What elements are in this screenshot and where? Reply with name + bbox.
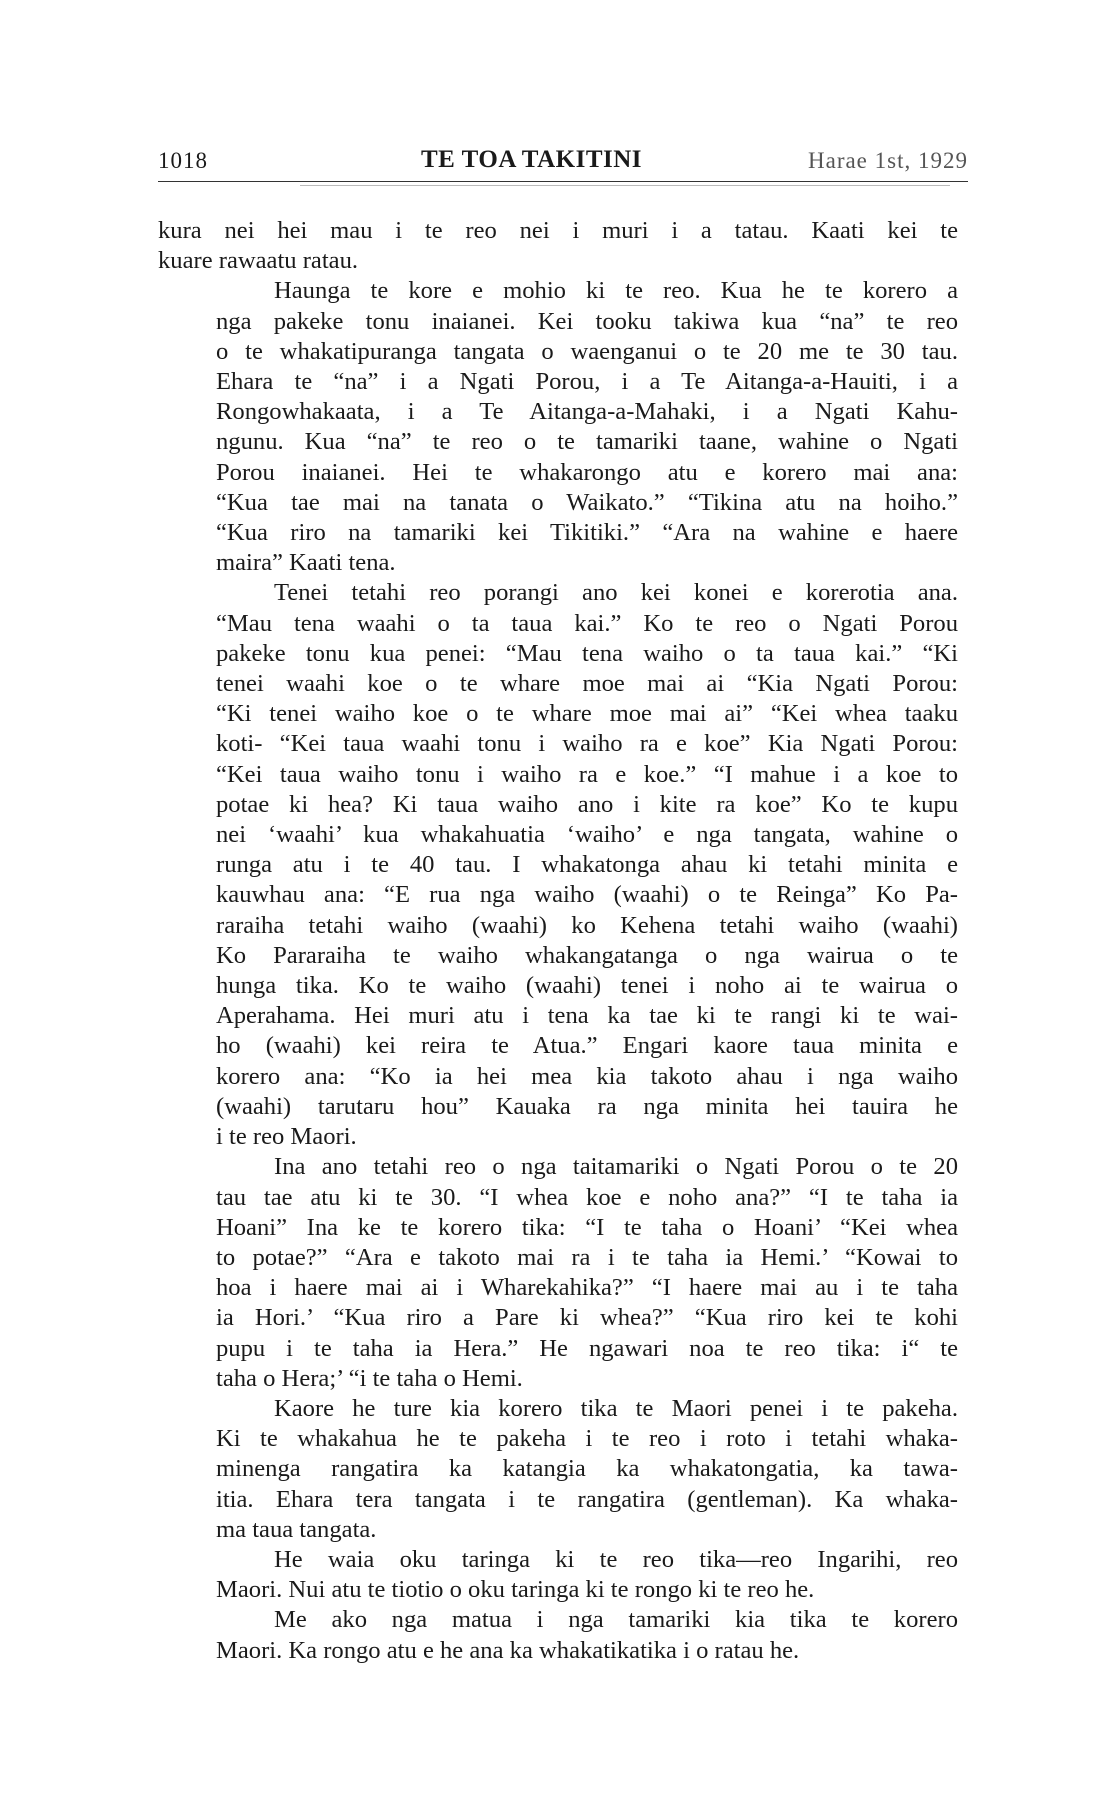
text-line: Rongowhakaata, i a Te Aitanga-a-Mahaki, i a Ngati Kahu-	[216, 398, 958, 426]
text-line: tenei waahi koe o te whare moe mai ai “Kia Ngati Porou:	[216, 670, 958, 698]
text-line: Hoani” Ina ke te korero tika: “I te taha o Hoani’ “Kei whea	[216, 1213, 958, 1241]
text-line: pupu i te taha ia Hera.” He ngawari noa te reo tika: i“ te	[216, 1334, 958, 1362]
text-line: Ko Pararaiha te waiho whakangatanga o nga wairua o te	[216, 941, 958, 969]
text-line: ia Hori.’ “Kua riro a Pare ki whea?” “Kua riro kei te kohi	[216, 1304, 958, 1332]
paragraph	[158, 1545, 958, 1605]
text-line: “Ki tenei waiho koe o te whare moe mai ai” “Kei whea taaku	[216, 700, 958, 728]
text-line: “Kua riro na tamariki kei Tikitiki.” “Ara na wahine e haere	[216, 519, 958, 547]
text-line: Maori. Nui atu te tiotio o oku taringa ki te rongo ki te reo he.	[216, 1576, 815, 1604]
text-line: ma taua tangata.	[216, 1515, 377, 1543]
text-line: to potae?” “Ara e takoto mai ra i te taha ia Hemi.’ “Kowai to	[216, 1243, 958, 1271]
text-line: hunga tika. Ko te waiho (waahi) tenei i noho ai te wairua o	[216, 972, 958, 1000]
text-line: ngunu. Kua “na” te reo o te tamariki taane, wahine o Ngati	[216, 428, 958, 456]
text-line: Maori. Ka rongo atu e he ana ka whakatikatika i o ratau he.	[216, 1636, 800, 1664]
paragraph	[158, 1152, 958, 1394]
text-line: kura nei hei mau i te reo nei i muri i a tatau. Kaati kei te	[158, 217, 958, 244]
page-header	[158, 148, 978, 180]
text-line: nga pakeke tonu inaianei. Kei tooku takiwa kua “na” te reo	[216, 307, 958, 335]
text-line: “Kua tae mai na tanata o Waikato.” “Tikina atu na hoiho.”	[216, 488, 958, 516]
text-line: koti- “Kei taua waahi tonu i waiho ra e koe” Kia Ngati Porou:	[216, 730, 958, 758]
header-rule-secondary	[300, 185, 950, 186]
text-line: pakeke tonu kua penei: “Mau tena waiho o ta taua kai.” “Ki	[216, 639, 958, 667]
text-line: Me ako nga matua i nga tamariki kia tika te korero	[274, 1606, 958, 1634]
text-line: Ehara te “na” i a Ngati Porou, i a Te Aitanga-a-Hauiti, i a	[216, 368, 958, 396]
text-line: o te whakatipuranga tangata o waenganui o te 20 me te 30 tau.	[216, 337, 958, 365]
page-number: 1018	[158, 148, 208, 173]
text-line: hoa i haere mai ai i Wharekahika?” “I haere mai au i te taha	[216, 1274, 958, 1302]
text-line: korero ana: “Ko ia hei mea kia takoto ahau i nga waiho	[216, 1062, 958, 1090]
text-line: maira” Kaati tena.	[216, 549, 396, 577]
header-rule	[158, 181, 968, 182]
text-line: Kaore he ture kia korero tika te Maori penei i te pakeha.	[274, 1394, 958, 1422]
text-line: kauwhau ana: “E rua nga waiho (waahi) o te Reinga” Ko Pa-	[216, 881, 958, 909]
running-title: TE TOA TAKITINI	[421, 146, 643, 173]
text-line: “Kei taua waiho tonu i waiho ra e koe.” “I mahue i a koe to	[216, 760, 958, 788]
text-line: kuare rawaatu ratau.	[158, 247, 359, 275]
text-line: Aperahama. Hei muri atu i tena ka tae ki te rangi ki te wai-	[216, 1002, 958, 1030]
paragraph	[158, 1605, 958, 1665]
text-line: “Mau tena waahi o ta taua kai.” Ko te reo o Ngati Porou	[216, 609, 958, 637]
paragraph	[158, 578, 958, 1152]
text-line: Ina ano tetahi reo o nga taitamariki o Ngati Porou o te 20	[274, 1153, 958, 1181]
article-body	[158, 216, 958, 1666]
text-line: Haunga te kore e mohio ki te reo. Kua he te korero a	[274, 277, 958, 305]
text-line: runga atu i te 40 tau. I whakatonga ahau ki tetahi minita e	[216, 851, 958, 879]
text-line: raraiha tetahi waiho (waahi) ko Kehena tetahi waiho (waahi)	[216, 911, 958, 939]
text-line: taha o Hera;’ “i te taha o Hemi.	[216, 1364, 523, 1392]
text-line: potae ki hea? Ki taua waiho ano i kite ra koe” Ko te kupu	[216, 790, 958, 818]
text-line: itia. Ehara tera tangata i te rangatira (gentleman). Ka whaka-	[216, 1485, 958, 1513]
paragraph	[158, 276, 958, 578]
text-line: (waahi) tarutaru hou” Kauaka ra nga minita hei tauira he	[216, 1092, 958, 1120]
paragraph	[158, 216, 958, 276]
text-line: tau tae atu ki te 30. “I whea koe e noho ana?” “I te taha ia	[216, 1183, 958, 1211]
paragraph	[158, 1394, 958, 1545]
text-line: i te reo Maori.	[216, 1123, 357, 1151]
text-line: Ki te whakahua he te pakeha i te reo i roto i tetahi whaka-	[216, 1425, 958, 1453]
text-line: minenga rangatira ka katangia ka whakatongatia, ka tawa-	[216, 1455, 958, 1483]
text-line: He waia oku taringa ki te reo tika—reo Ingarihi, reo	[274, 1545, 958, 1573]
text-line: Porou inaianei. Hei te whakarongo atu e korero mai ana:	[216, 458, 958, 486]
text-line: Tenei tetahi reo porangi ano kei konei e korerotia ana.	[274, 579, 958, 607]
issue-date: Harae 1st, 1929	[808, 148, 968, 173]
text-line: nei ‘waahi’ kua whakahuatia ‘waiho’ e nga tangata, wahine o	[216, 821, 958, 849]
text-line: ho (waahi) kei reira te Atua.” Engari kaore taua minita e	[216, 1032, 958, 1060]
